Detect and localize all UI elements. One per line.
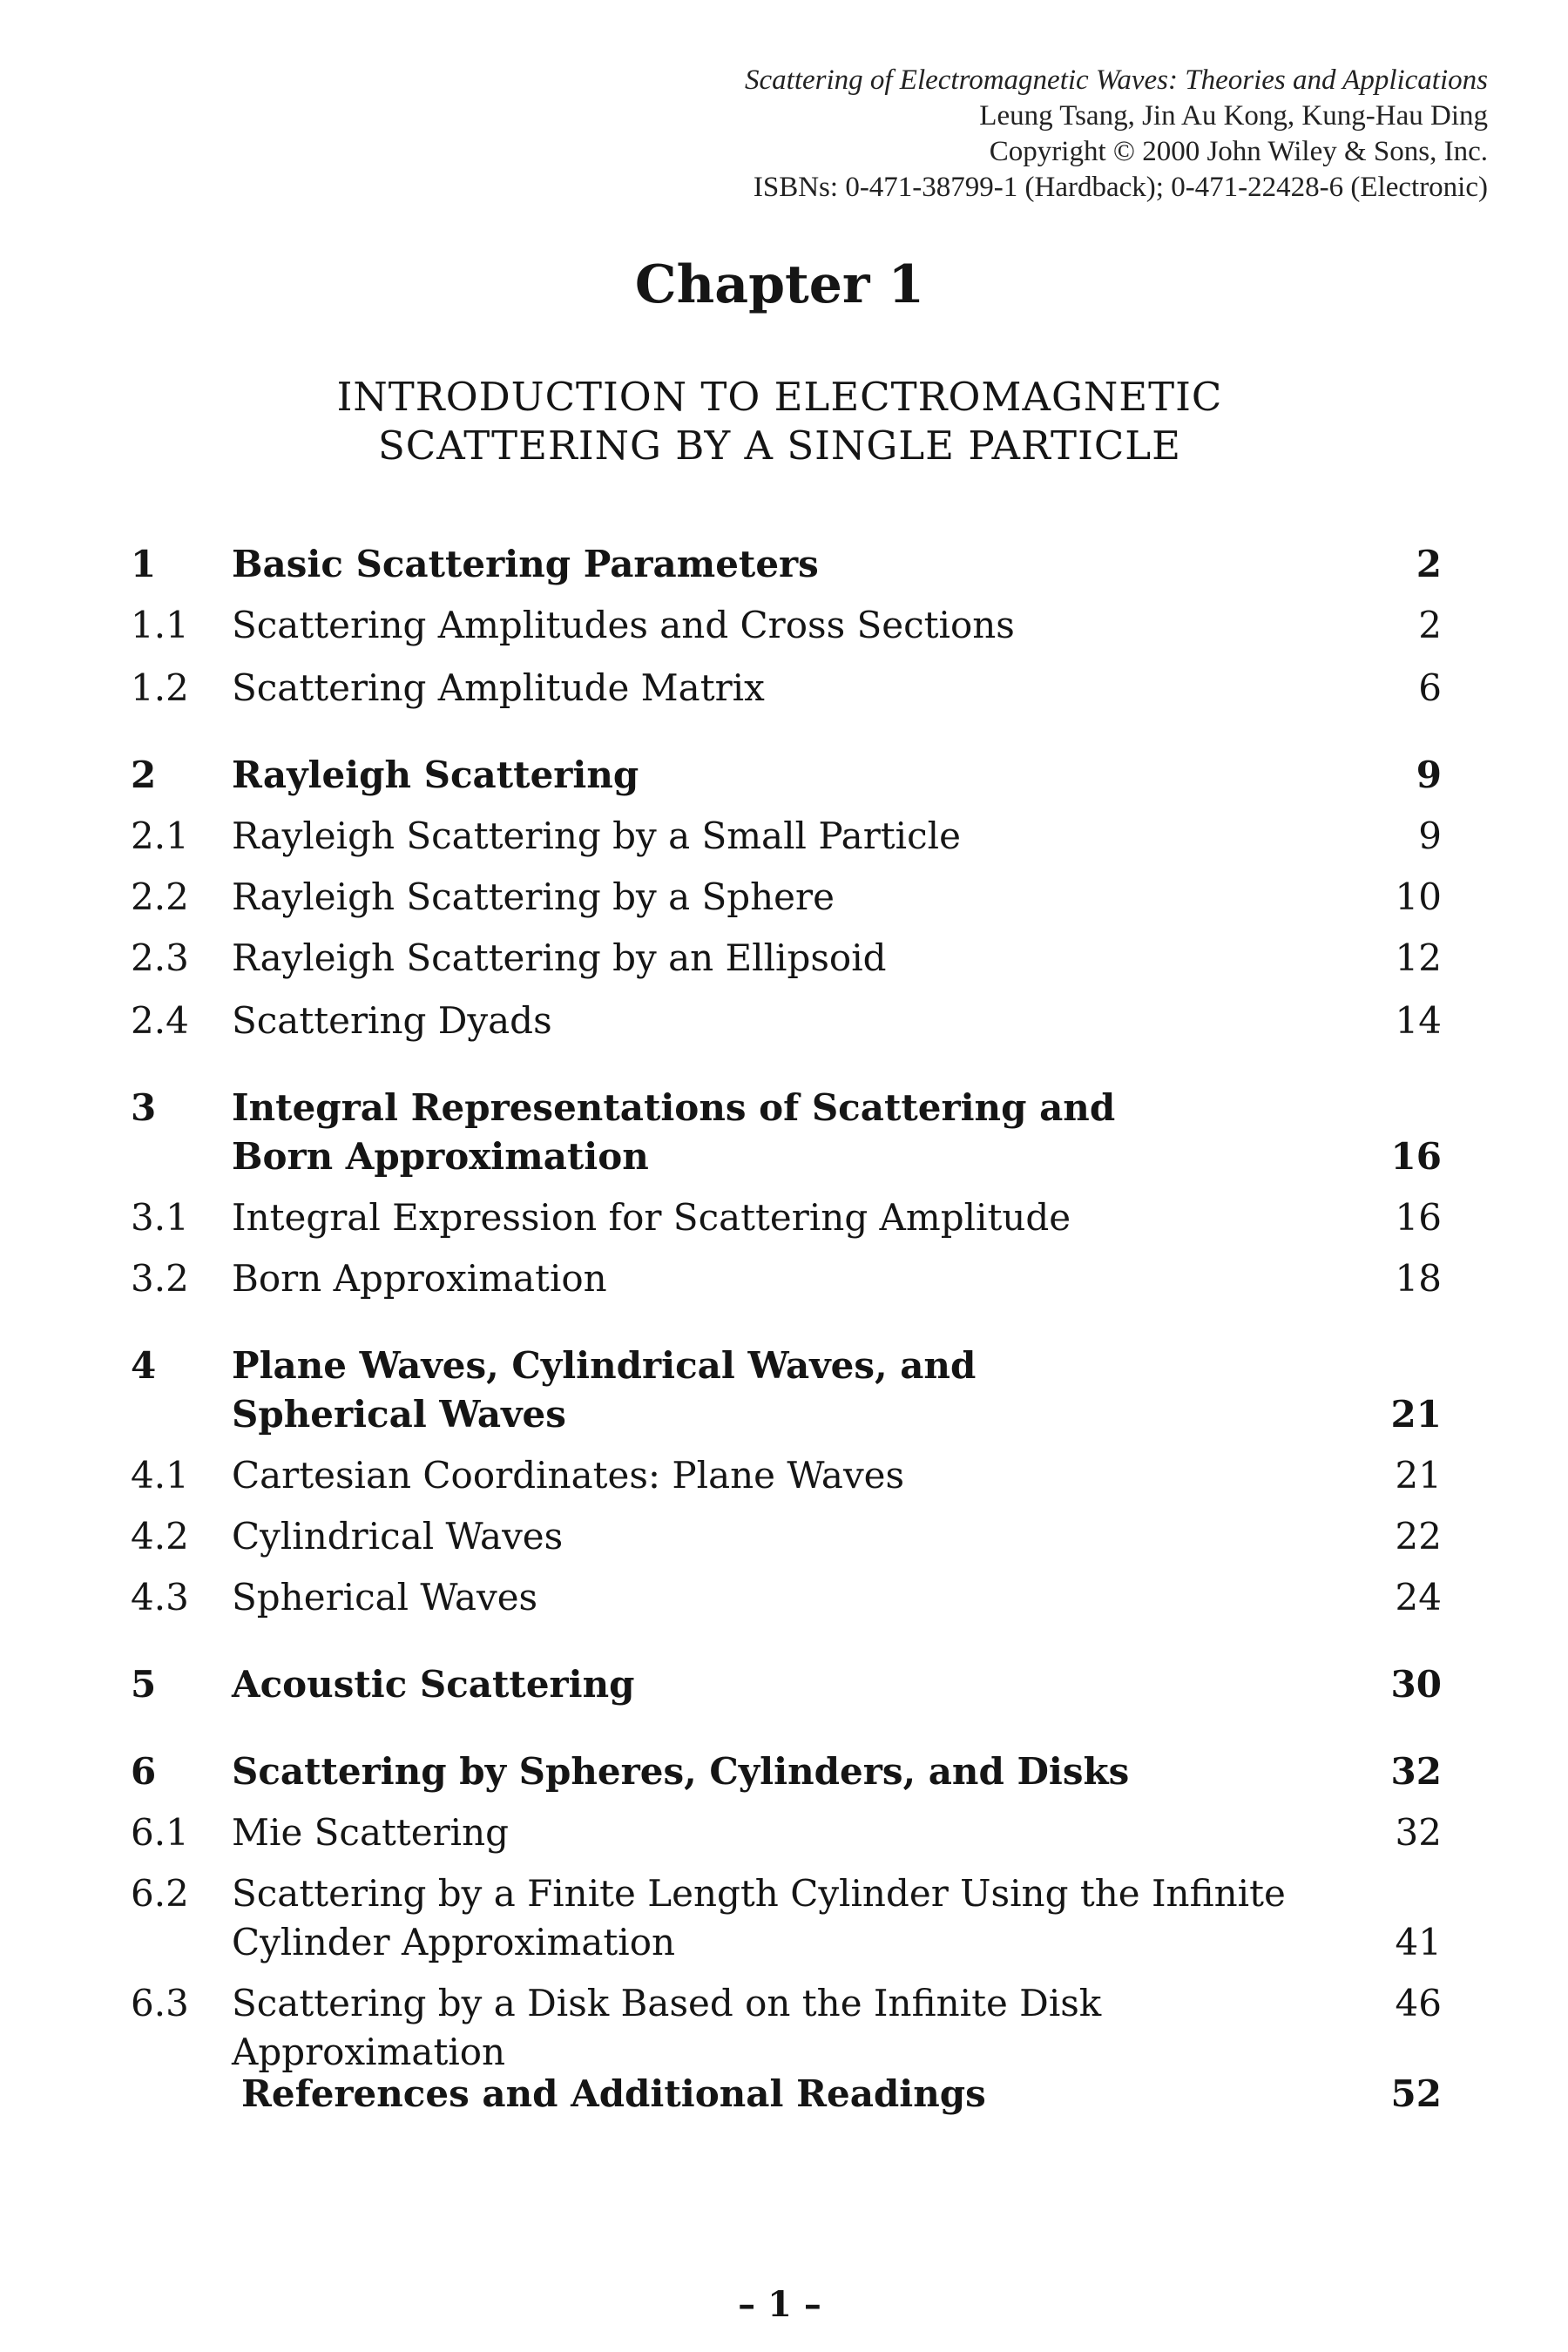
toc-title: Born Approximation	[232, 1257, 607, 1300]
toc-page: 52	[1390, 2072, 1442, 2115]
toc-page: 21	[1390, 1393, 1442, 1436]
toc-page: 9	[1416, 754, 1442, 796]
copyright-line: Copyright © 2000 John Wiley & Sons, Inc.	[989, 136, 1488, 167]
toc-page: 30	[1390, 1663, 1442, 1706]
toc-page: 46	[1395, 1982, 1442, 2024]
toc-number: 6.2	[131, 1872, 189, 1915]
toc-page: 41	[1395, 1921, 1442, 1963]
toc-page: 12	[1395, 936, 1442, 979]
toc-page: 32	[1390, 1750, 1442, 1793]
page-number: – 1 –	[738, 2284, 821, 2325]
toc-title: Acoustic Scattering	[232, 1663, 635, 1706]
toc-number: 1	[131, 543, 157, 585]
chapter-title-line-2: SCATTERING BY A SINGLE PARTICLE	[377, 422, 1182, 469]
toc-title-line-1: Scattering by a Finite Length Cylinder Using the Infinite	[232, 1872, 1286, 1915]
toc-title: Rayleigh Scattering by an Ellipsoid	[232, 936, 887, 979]
toc-title: Scattering by a Disk Based on the Infinite Disk Approximation	[232, 1982, 1102, 2073]
toc-number: 1.1	[131, 604, 189, 646]
toc-title: Rayleigh Scattering	[232, 754, 639, 796]
isbn-line: ISBNs: 0-471-38799-1 (Hardback); 0-471-22428-6 (Electronic)	[753, 172, 1488, 203]
toc-title: Cartesian Coordinates: Plane Waves	[232, 1454, 905, 1497]
toc-number: 6.1	[131, 1811, 189, 1854]
toc-title: Scattering by Spheres, Cylinders, and Disks	[232, 1750, 1130, 1793]
toc-title: Rayleigh Scattering by a Sphere	[232, 875, 835, 918]
toc-title: References and Additional Readings	[241, 2072, 986, 2115]
toc-title: Scattering Dyads	[232, 999, 552, 1042]
toc-page: 6	[1418, 666, 1442, 709]
toc-number: 4	[131, 1344, 157, 1387]
toc-page: 22	[1395, 1515, 1442, 1558]
toc-title: Rayleigh Scattering by a Small Particle	[232, 814, 961, 857]
toc-title: Basic Scattering Parameters	[232, 543, 819, 585]
toc-number: 3.2	[131, 1257, 189, 1300]
toc-number: 1.2	[131, 666, 189, 709]
toc-title-line-2: Cylinder Approximation	[232, 1921, 676, 1963]
toc-number: 2.2	[131, 875, 189, 918]
toc-number: 4.2	[131, 1515, 189, 1558]
toc-page: 10	[1395, 875, 1442, 918]
toc-page: 18	[1395, 1257, 1442, 1300]
toc-page: 21	[1395, 1454, 1442, 1497]
book-title: Scattering of Electromagnetic Waves: Theories and Applications	[745, 64, 1488, 96]
toc-number: 6	[131, 1750, 157, 1793]
toc-title	[232, 1342, 1373, 1439]
toc-title: Spherical Waves	[232, 1576, 538, 1619]
toc-page: 32	[1395, 1811, 1442, 1854]
toc-page: 2	[1416, 543, 1442, 585]
toc-title: Scattering Amplitude Matrix	[232, 666, 765, 709]
toc-page: 14	[1395, 999, 1442, 1042]
toc-title: Mie Scattering	[232, 1811, 510, 1854]
toc-number: 4.1	[131, 1454, 189, 1497]
toc-title: Integral Expression for Scattering Amplitude	[232, 1196, 1071, 1239]
toc-number: 5	[131, 1663, 157, 1706]
toc-page: 16	[1390, 1135, 1442, 1178]
toc-page: 16	[1395, 1196, 1442, 1239]
chapter-label: Chapter 1	[634, 254, 925, 315]
toc-title-line-1: Plane Waves, Cylindrical Waves, and	[232, 1344, 977, 1387]
toc-title-line-2: Born Approximation	[232, 1135, 649, 1178]
toc-title: Scattering Amplitudes and Cross Sections	[232, 604, 1015, 646]
book-authors: Leung Tsang, Jin Au Kong, Kung-Hau Ding	[979, 100, 1488, 132]
toc-page: 24	[1395, 1576, 1442, 1619]
toc-number: 3.1	[131, 1196, 189, 1239]
toc-number: 6.3	[131, 1982, 189, 2024]
toc-page: 2	[1418, 604, 1442, 646]
toc-title	[232, 1869, 1373, 1967]
toc-title: Cylindrical Waves	[232, 1515, 564, 1558]
toc-number: 4.3	[131, 1576, 189, 1619]
toc-title	[232, 1084, 1373, 1181]
toc-number: 2.3	[131, 936, 189, 979]
toc-title-line-1: Integral Representations of Scattering and	[232, 1086, 1116, 1129]
toc-title-line-2: Spherical Waves	[232, 1393, 566, 1436]
toc-number: 2	[131, 754, 157, 796]
toc-number: 2.1	[131, 814, 189, 857]
toc-page: 9	[1418, 814, 1442, 857]
toc-number: 2.4	[131, 999, 189, 1042]
toc-number: 3	[131, 1086, 157, 1129]
chapter-title-line-1: INTRODUCTION TO ELECTROMAGNETIC	[336, 374, 1223, 420]
